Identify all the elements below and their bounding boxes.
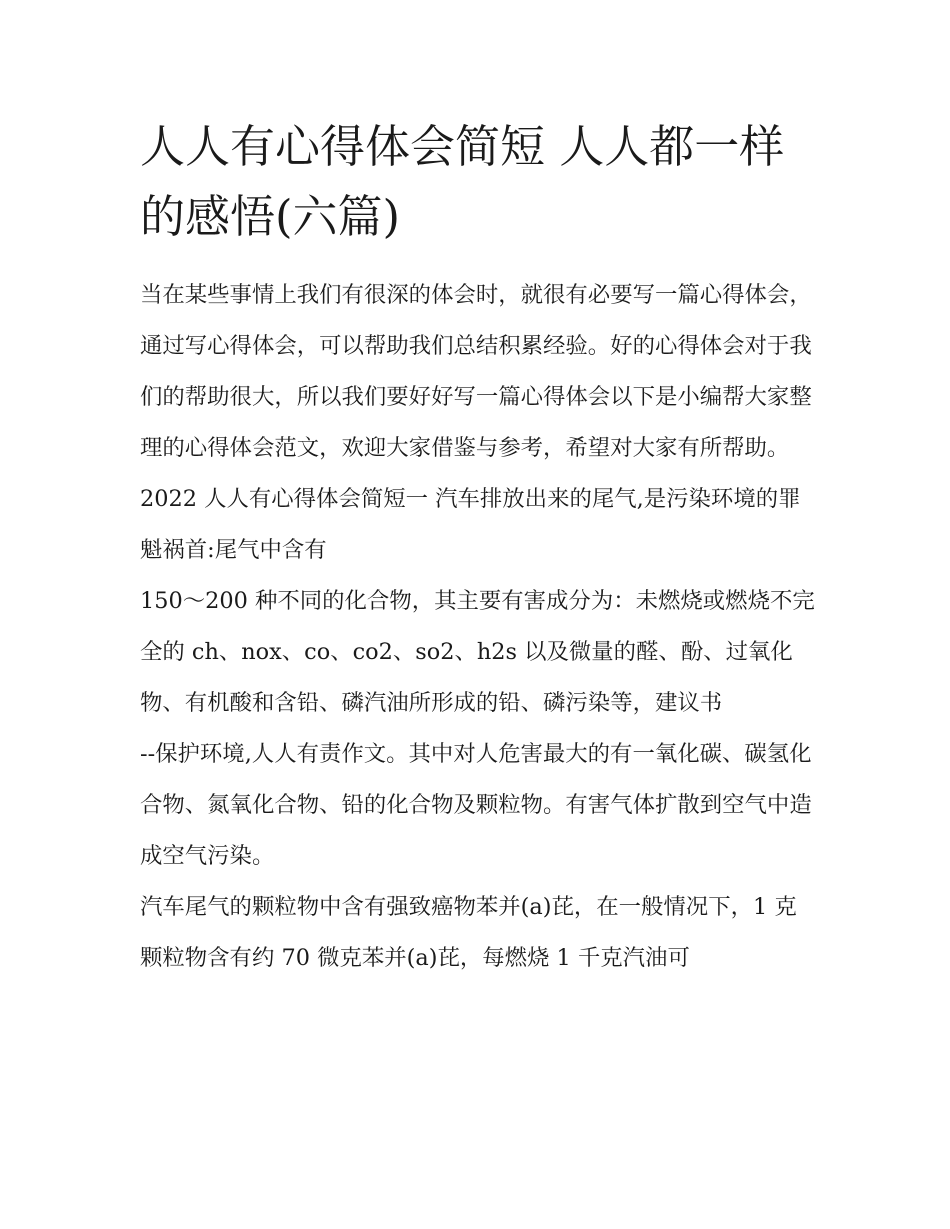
document-body [140, 112, 815, 984]
document-title: 人人有心得体会简短 人人都一样的感悟(六篇) [140, 120, 785, 243]
paragraph-protect-environment: --保护环境,人人有责作文。其中对人危害最大的有一氧化碳、碳氢化合物、氮氧化合物、铅的化合物及颗粒物。有害气体扩散到空气中造成空气污染。 [140, 741, 812, 869]
paragraph-essay-start: 2022 人人有心得体会简短一 汽车排放出来的尾气,是污染环境的罪魁祸首:尾气中含有 [140, 486, 801, 563]
paragraph-particulates: 汽车尾气的颗粒物中含有强致癌物苯并(a)芘，在一般情况下，1 克颗粒物含有约 70 微克苯并(a)芘，每燃烧 1 千克汽油可 [140, 894, 797, 971]
paragraph-intro: 当在某些事情上我们有很深的体会时，就很有必要写一篇心得体会，通过写心得体会，可以帮助我们总结积累经验。好的心得体会对于我们的帮助很大，所以我们要好好写一篇心得体会以下是小编帮大家整理的心得体会范文，欢迎大家借鉴与参考，希望对大家有所帮助。 [140, 282, 812, 461]
paragraph-compounds: 150～200 种不同的化合物，其主要有害成分为：未燃烧或燃烧不完全的 ch、nox、co、co2、so2、h2s 以及微量的醛、酚、过氧化物、有机酸和含铅、磷汽油所形成的铅、磷污染等，建议书 [140, 588, 815, 716]
